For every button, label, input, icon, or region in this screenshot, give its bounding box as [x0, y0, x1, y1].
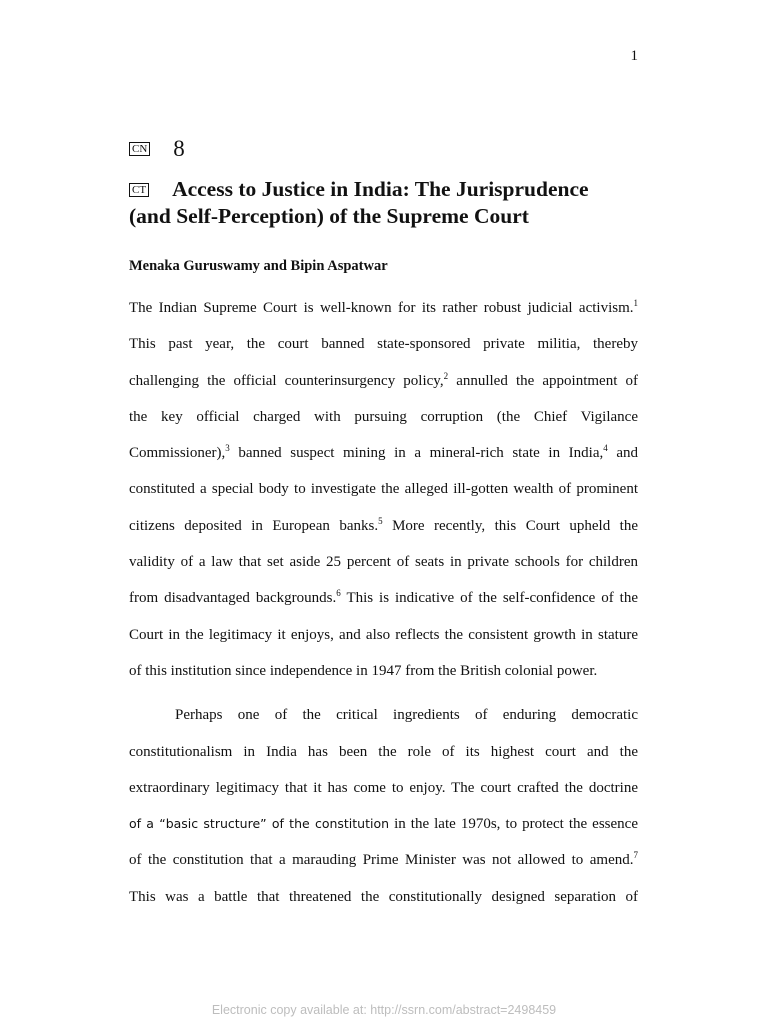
ct-style-tag: CT: [129, 183, 149, 197]
text-line: [129, 290, 638, 326]
chapter-title: [129, 176, 641, 230]
cn-style-tag: CN: [129, 142, 150, 156]
text-run: challenging the official counterinsurgency policy,: [129, 372, 444, 389]
text-line: Perhaps one of the critical ingredients of enduring democratic: [175, 707, 638, 724]
text-run: citizens deposited in European banks.: [129, 517, 379, 534]
chapter-number-row: [129, 136, 185, 162]
chapter-title-line-2: (and Self-Perception) of the Supreme Court: [129, 204, 529, 228]
text-line: This was a battle that threatened the constitutionally designed separation of: [129, 888, 638, 905]
text-line: [129, 435, 638, 471]
text-line: This past year, the court banned state-sponsored private militia, thereby: [129, 336, 638, 353]
text-run: The Indian Supreme Court is well-known for its rather robust judicial activism.: [129, 300, 634, 316]
text-line: Court in the legitimacy it enjoys, and also reflects the consistent growth in stature: [129, 626, 638, 643]
text-line: [129, 580, 638, 616]
text-run: This is indicative of the self-confidence of the: [340, 590, 638, 607]
text-line: validity of a law that set aside 25 percent of seats in private schools for children: [129, 554, 638, 571]
page-number: 1: [630, 48, 638, 64]
footnote-ref-3[interactable]: 3: [225, 443, 230, 454]
text-run: of the constitution that a marauding Prime Minister was not allowed to amend.: [129, 852, 634, 869]
text-line: [129, 842, 638, 878]
text-run-sans: of a “basic structure” of the constitution: [129, 816, 390, 832]
ssrn-footer: Electronic copy available at: http://ssrn.com/abstract=2498459: [211, 1003, 557, 1017]
footnote-ref-7[interactable]: 7: [633, 850, 638, 861]
text-run: annulled the appointment of: [448, 372, 638, 389]
chapter-title-line-1: [129, 176, 641, 203]
paragraph-2: [129, 697, 638, 915]
footnote-ref-1[interactable]: 1: [633, 298, 638, 308]
text-line: of this institution since independence in 1947 from the British colonial power.: [129, 662, 598, 679]
text-line: constituted a special body to investigate the alleged ill-gotten wealth of prominent: [129, 481, 638, 498]
text-line: [129, 363, 638, 399]
footnote-ref-2[interactable]: 2: [443, 370, 449, 381]
text-run: banned suspect mining in a mineral-rich state in India,: [229, 445, 604, 462]
text-run: and: [607, 445, 638, 462]
chapter-title-text-1: Access to Justice in India: The Jurisprudence: [172, 177, 589, 201]
footnote-ref-6[interactable]: 6: [336, 588, 341, 599]
text-run: Commissioner),: [129, 445, 226, 462]
text-run: from disadvantaged backgrounds.: [129, 590, 337, 607]
text-line: extraordinary legitimacy that it has come to enjoy. The court crafted the doctrine: [129, 779, 638, 796]
text-run: in the late 1970s, to protect the essence: [389, 816, 638, 833]
chapter-number: 8: [173, 136, 185, 161]
author-line: Menaka Guruswamy and Bipin Aspatwar: [129, 258, 388, 274]
paragraph-1: [129, 290, 638, 689]
text-run: More recently, this Court upheld the: [382, 517, 639, 534]
footnote-ref-5[interactable]: 5: [378, 515, 383, 526]
text-line: [129, 806, 638, 842]
text-line: [129, 508, 638, 544]
body-text: [129, 290, 638, 915]
text-line: constitutionalism in India has been the role of its highest court and the: [129, 743, 638, 760]
text-line: the key official charged with pursuing corruption (the Chief Vigilance: [129, 408, 638, 425]
footnote-ref-4[interactable]: 4: [603, 443, 608, 454]
